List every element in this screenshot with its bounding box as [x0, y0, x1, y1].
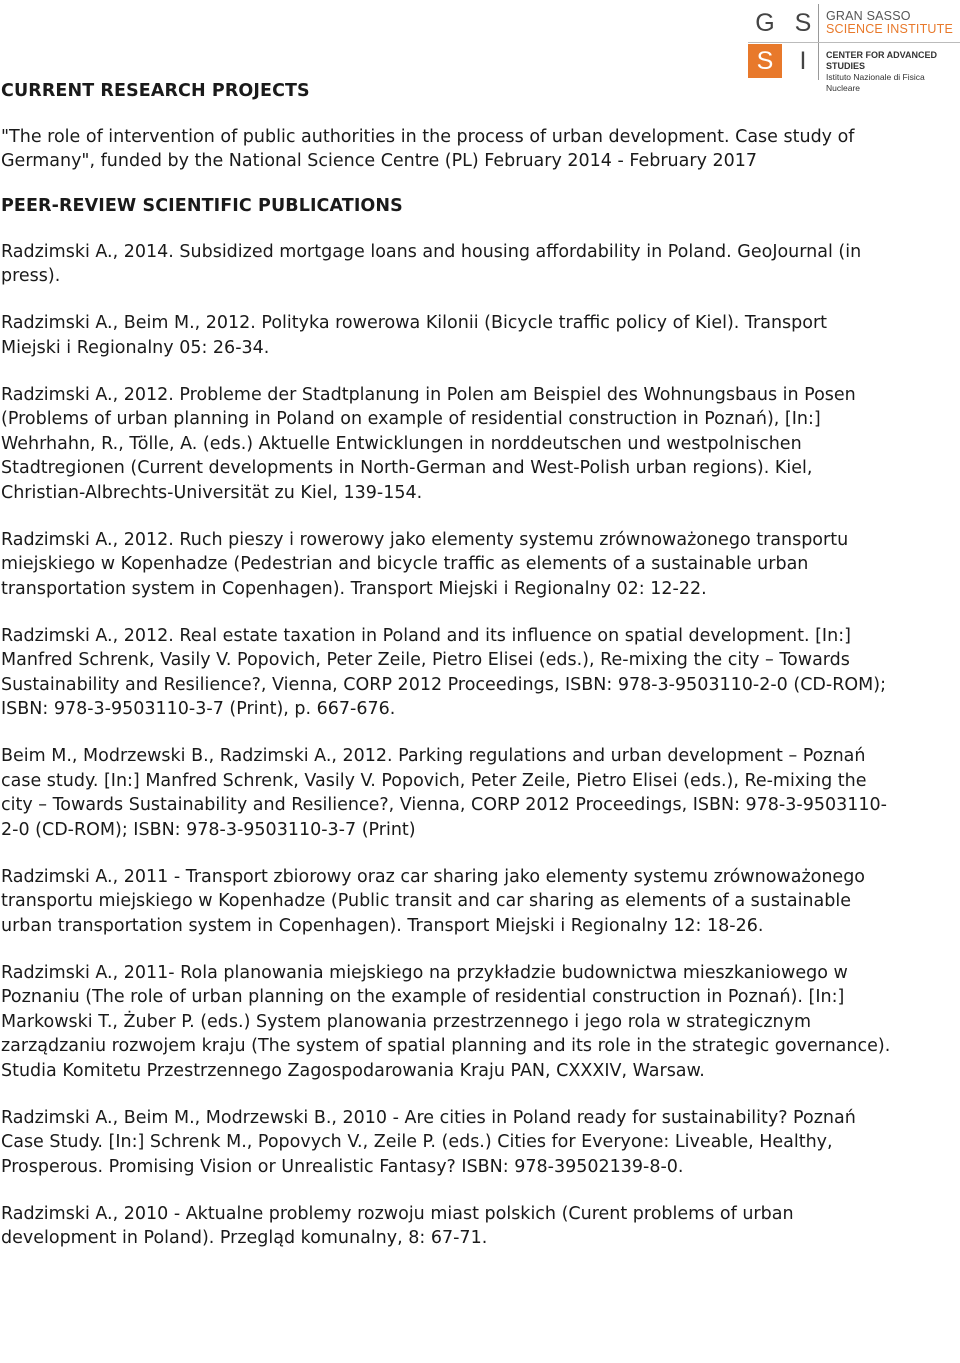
publications-heading: PEER-REVIEW SCIENTIFIC PUBLICATIONS: [1, 196, 403, 216]
publication-entry: Radzimski A., 2011 - Transport zbiorowy oraz car sharing jako elementy systemu zrównoważonego transportu miejskiego w Kopenhadze (Public transit and car sharing as elements of a sustainable urban transportation system in Copenhagen). Transport Miejski i Regionalny 12: 18-26.: [1, 866, 866, 936]
logo-institute-name: [826, 10, 953, 36]
publication-entry: Radzimski A., 2012. Probleme der Stadtplanung in Polen am Beispiel des Wohnungsbaus in Posen (Problems of urban planning in Poland on example of residential construction in Poznań), [In:] Wehrhahn, R., Tölle, A. (eds.) Aktuelle Entwicklungen in norddeutschen und westpolnischen Stadtregionen (Current developments in North-German and West-Polish urban regions). Kiel, Christian-Albrechts-Universität zu Kiel, 139-154.: [1, 384, 856, 503]
publication-entry: Radzimski A., 2011- Rola planowania miejskiego na przykładzie budownictwa mieszkaniowego w Poznaniu (The role of urban planning on the example of residential construction in Poznań). [In:] Markowski T., Żuber P. (eds.) System planowania przestrzennego i jego rola w strategicznym zarządzaniu rozwojem kraju (The system of spatial planning and its role in the strategic governance). Studia Komitetu Przestrzennego Zagospodarowania Kraju PAN, CXXXIV, Warsaw.: [1, 962, 891, 1081]
publication-entry: Radzimski A., Beim M., Modrzewski B., 2010 - Are cities in Poland ready for sustainability? Poznań Case Study. [In:] Schrenk M., Popovych V., Zeile P. (eds.) Cities for Everyone: Liveable, Healthy, Prosperous. Promising Vision or Unrealistic Fantasy? ISBN: 978-39502139-8-0.: [1, 1107, 856, 1177]
logo-letter-s1: S: [794, 9, 812, 37]
publication-entry: Radzimski A., 2012. Real estate taxation in Poland and its influence on spatial development. [In:] Manfred Schrenk, Vasily V. Popovich, Peter Zeile, Pietro Elisei (eds.), Re-mixing the city – Towards Sustainability and Resilience?, Vienna, CORP 2012 Proceedings, ISBN: 978-3-9503110-2-0 (CD-ROM); ISBN: 978-3-9503110-3-7 (Print), p. 667-676.: [1, 625, 886, 719]
institute-logo: [748, 4, 960, 93]
research-heading: CURRENT RESEARCH PROJECTS: [1, 81, 310, 101]
logo-divider-horizontal: [748, 42, 960, 43]
logo-sub-line2: Istituto Nazionale di Fisica Nucleare: [826, 72, 925, 93]
logo-letter-i: I: [799, 47, 807, 75]
publication-entry: Radzimski A., Beim M., 2012. Polityka rowerowa Kilonii (Bicycle traffic policy of Kiel). Transport Miejski i Regionalny 05: 26-34.: [1, 313, 828, 358]
publication-entry: Radzimski A., 2010 - Aktualne problemy rozwoju miast polskich (Curent problems of urban development in Poland). Przegląd komunalny, 8: 67-71.: [1, 1203, 794, 1248]
document-body: [1, 79, 891, 1273]
logo-name-line2: SCIENCE INSTITUTE: [826, 22, 954, 36]
publication-entry: Radzimski A., 2012. Ruch pieszy i rowerowy jako elementy systemu zrównoważonego transportu miejskiego w Kopenhadze (Pedestrian and bicycle traffic as elements of a sustainable urban transportation system in Copenhagen). Transport Miejski i Regionalny 02: 12-22.: [1, 529, 849, 599]
logo-letter-g: G: [748, 6, 782, 40]
logo-name-line1: GRAN SASSO: [826, 9, 911, 23]
logo-sub-line1: CENTER FOR ADVANCED STUDIES: [826, 50, 938, 71]
logo-letter-s2: S: [748, 44, 782, 78]
publication-entry: Beim M., Modrzewski B., Radzimski A., 2012. Parking regulations and urban development – Poznań case study. [In:] Manfred Schrenk, Vasily V. Popovich, Peter Zeile, Pietro Elisei (eds.), Re-mixing the city – Towards Sustainability and Resilience?, Vienna, CORP 2012 Proceedings, ISBN: 978-3-9503110-2-0 (CD-ROM); ISBN: 978-3-9503110-3-7 (Print): [1, 746, 887, 840]
research-project: "The role of intervention of public authorities in the process of urban development. Case study of Germany", funded by the National Science Centre (PL) February 2014 - February 2017: [1, 126, 855, 171]
publication-entry: Radzimski A., 2014. Subsidized mortgage loans and housing affordability in Poland. GeoJournal (in press).: [1, 241, 862, 286]
